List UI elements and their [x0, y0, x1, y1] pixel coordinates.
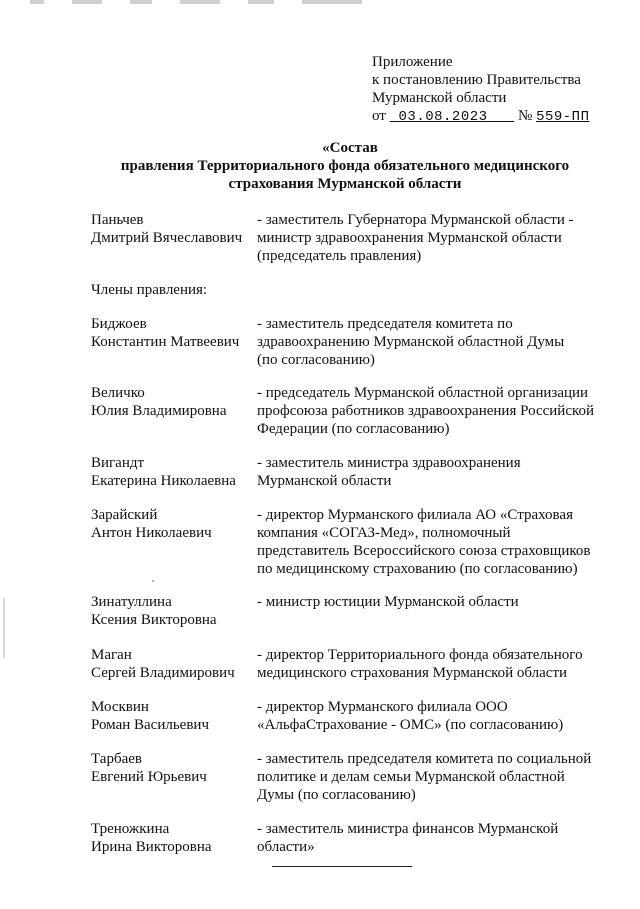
- member-name: [91, 820, 256, 856]
- role-line: «АльфаСтрахование - ОМС» (по согласованию): [257, 717, 564, 733]
- title-line-1: «Состав: [322, 140, 378, 156]
- given-names: Сергей Владимирович: [91, 665, 235, 681]
- surname: Тарбаев: [91, 751, 142, 767]
- role-line: министр здравоохранения Мурманской области: [257, 230, 562, 246]
- role-line: - заместитель министра здравоохранения: [257, 455, 521, 471]
- role-line: - заместитель председателя комитета по: [257, 316, 513, 332]
- resolution-number: 559-ПП: [536, 109, 590, 125]
- scan-side-mark: [3, 598, 5, 658]
- members-heading: Члены правления:: [91, 282, 208, 298]
- role-line: по медицинскому страхованию (по согласованию): [257, 561, 578, 577]
- member-role: [257, 750, 607, 804]
- appendix-date-line: [372, 107, 589, 126]
- surname: Зинатуллина: [91, 594, 172, 610]
- member-name: [91, 698, 256, 734]
- member-role: [257, 506, 607, 578]
- given-names: Константин Матвеевич: [91, 334, 240, 350]
- member-name: [91, 646, 256, 682]
- member-role: [257, 820, 607, 856]
- chair-role: [257, 211, 607, 265]
- surname: Паньчев: [91, 212, 144, 228]
- appendix-header: [372, 53, 589, 126]
- date-prefix: от: [372, 108, 386, 124]
- member-role: [257, 593, 607, 611]
- chair-name: [91, 211, 256, 247]
- role-line: - директор Мурманского филиала АО «Страховая: [257, 507, 573, 523]
- appendix-line-1: Приложение: [372, 54, 453, 70]
- role-line: - директор Мурманского филиала ООО: [257, 699, 508, 715]
- given-names: Юлия Владимировна: [91, 403, 227, 419]
- member-name: [91, 384, 256, 420]
- document-title: [60, 139, 630, 193]
- surname: Москвин: [91, 699, 149, 715]
- member-role: [257, 698, 607, 734]
- resolution-date: 03.08.2023: [398, 109, 488, 125]
- role-line: - заместитель председателя комитета по социальной: [257, 751, 592, 767]
- role-line: медицинского страхования Мурманской области: [257, 665, 568, 681]
- surname: Треножкина: [91, 821, 170, 837]
- given-names: Антон Николаевич: [91, 525, 212, 541]
- member-role: [257, 384, 607, 438]
- title-line-3: страхования Мурманской области: [228, 176, 462, 192]
- given-names: Ирина Викторовна: [91, 839, 212, 855]
- surname: Маган: [91, 647, 132, 663]
- closing-rule: [272, 866, 412, 867]
- member-role: [257, 315, 607, 369]
- member-role: [257, 646, 607, 682]
- role-line: политике и делам семьи Мурманской областной: [257, 769, 565, 785]
- given-names: Роман Васильевич: [91, 717, 209, 733]
- role-line: - заместитель министра финансов Мурманской: [257, 821, 559, 837]
- member-name: [91, 315, 256, 351]
- member-name: [91, 454, 256, 490]
- member-role: [257, 454, 607, 490]
- role-line: профсоюза работников здравоохранения Российской: [257, 403, 595, 419]
- surname: Зарайский: [91, 507, 158, 523]
- role-line: компания «СОГАЗ-Мед», полномочный: [257, 525, 511, 541]
- member-name: [91, 593, 256, 629]
- role-line: (председатель правления): [257, 248, 422, 264]
- role-line: - председатель Мурманской областной организации: [257, 385, 589, 401]
- scan-speck: [152, 580, 154, 582]
- given-names: Ксения Викторовна: [91, 612, 217, 628]
- scan-edge-marks: [30, 0, 410, 4]
- role-line: Мурманской области: [257, 473, 392, 489]
- surname: Биджоев: [91, 316, 147, 332]
- appendix-line-3: Мурманской области: [372, 90, 507, 106]
- role-line: - заместитель Губернатора Мурманской области -: [257, 212, 574, 228]
- role-line: представитель Всероссийского союза страховщиков: [257, 543, 591, 559]
- surname: Вигандт: [91, 455, 145, 471]
- role-line: - министр юстиции Мурманской области: [257, 594, 519, 610]
- member-name: [91, 506, 256, 542]
- surname: Величко: [91, 385, 145, 401]
- role-line: (по согласованию): [257, 352, 375, 368]
- given-names: Евгений Юрьевич: [91, 769, 207, 785]
- number-prefix: №: [518, 108, 533, 124]
- given-names: Дмитрий Вячеславович: [91, 230, 243, 246]
- role-line: области»: [257, 839, 315, 855]
- member-name: [91, 750, 256, 786]
- appendix-line-2: к постановлению Правительства: [372, 72, 581, 88]
- role-line: - директор Территориального фонда обязательного: [257, 647, 583, 663]
- title-line-2: правления Территориального фонда обязательного медицинского: [120, 158, 570, 174]
- role-line: Думы (по согласованию): [257, 787, 416, 803]
- given-names: Екатерина Николаевна: [91, 473, 236, 489]
- role-line: Федерации (по согласованию): [257, 421, 450, 437]
- role-line: здравоохранению Мурманской областной Думы: [257, 334, 565, 350]
